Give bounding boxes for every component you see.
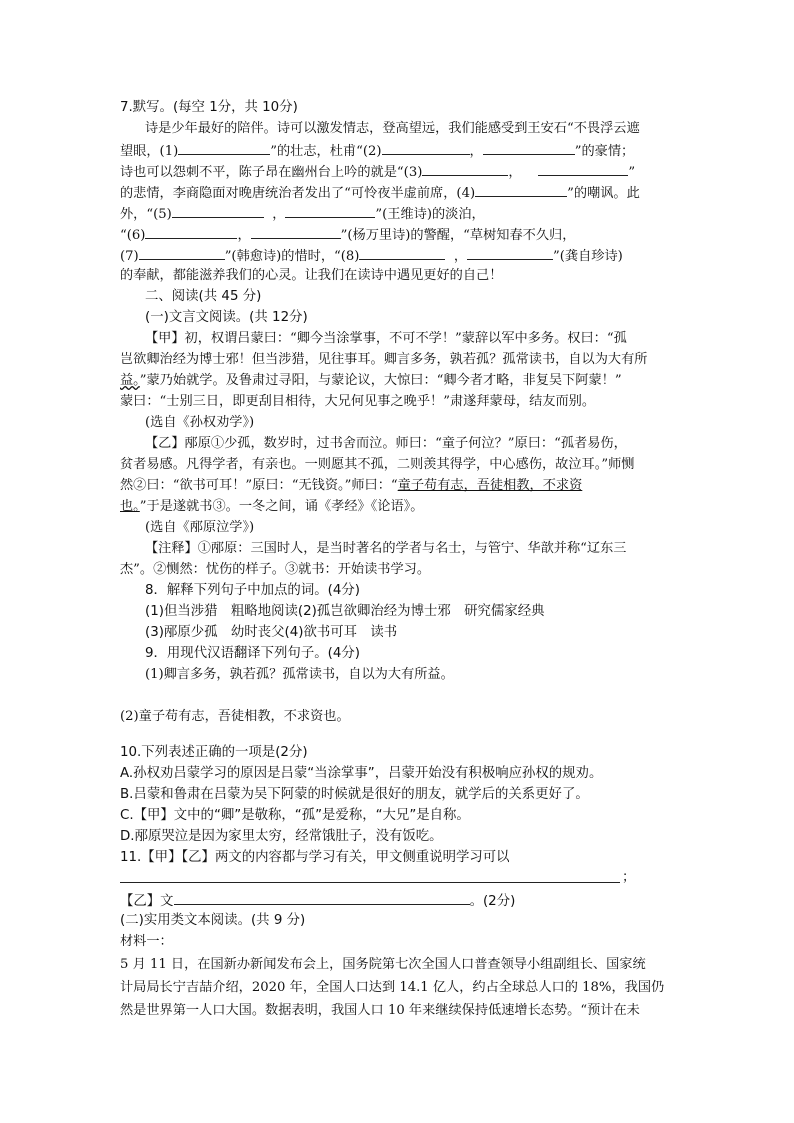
blank-7[interactable]	[139, 245, 225, 260]
q9-sentence: (2)童子苟有志，吾徒相教，不求资也。	[120, 709, 350, 724]
blank-2a[interactable]	[382, 140, 470, 155]
q9-title: 9．用现代汉语翻译下列句子。(4分)	[145, 646, 360, 661]
q11-prompt: 11.【甲】【乙】两文的内容都与学习有关，甲文侧重说明学习可以	[120, 850, 510, 865]
subsection-title: (二)实用类文本阅读。(共 9 分)	[120, 913, 306, 928]
q7-line: “(6) ， ”(杨万里诗)的警醒，“草树知春不久归，	[120, 224, 680, 246]
passage-jia-line: 益。”蒙乃始就学。及鲁肃过寻阳，与蒙论议，大惊曰：“卿今者才略，非复吴下阿蒙！”	[120, 373, 622, 388]
passage-yi-line: 然②曰：“欲书可耳！”原曰：“无钱资。”师曰：“童子苟有志，吾徒相教，不求资	[120, 478, 583, 493]
q7-line: 诗是少年最好的陪伴。诗可以激发情志，登高望远，我们能感受到王安石“不畏浮云遮	[145, 121, 640, 136]
q10-title: 10.下列表述正确的一项是(2分)	[120, 745, 308, 760]
blank-1[interactable]	[178, 140, 270, 155]
blank-5b[interactable]	[285, 203, 375, 218]
material-line: 然是世界第一人口大国。数据表明，我国人口 10 年来继续保持低速增长态势。“预计在未	[120, 1003, 640, 1018]
material-line: 计局局长宁吉喆介绍，2020 年，全国人口达到 14.1 亿人，约占全球总人口的 18%，我国仍	[120, 980, 665, 995]
q8-item: (3)邴原少孤 幼时丧父(4)欲书可耳 读书	[145, 625, 398, 640]
blank-3b[interactable]	[538, 161, 628, 176]
q7-line: (7) ”(韩愈诗)的惜时，“(8) ， ”(龚自珍诗)	[120, 245, 680, 267]
blank-6b[interactable]	[251, 224, 341, 239]
q9-sentence: (1)卿言多务，孰若孤？孤常读书，自以为大有所益。	[145, 667, 454, 682]
blank-5a[interactable]	[172, 203, 264, 218]
passage-source: (选自《邴原泣学》)	[145, 520, 255, 535]
blank-6a[interactable]	[145, 224, 237, 239]
q11-line: 【乙】文 。(2分)	[120, 890, 680, 912]
subsection-title: (一)文言文阅读。(共 12分)	[145, 310, 308, 325]
passage-yi-line: 贫者易感。凡得学者，有亲也。一则愿其不孤，二则羡其得学，中心感伤，故泣耳。”师恻	[120, 457, 635, 472]
q10-option-c[interactable]: C.【甲】文中的“卿”是敬称，“孤”是爱称，“大兄”是自称。	[120, 808, 470, 823]
material-line: 5 月 11 日，在国新办新闻发布会上，国务院第七次全国人口普查领导小组副组长、国家统	[120, 957, 646, 972]
q7-line: 外，“(5) ， ”(王维诗)的淡泊，	[120, 203, 680, 225]
q8-item: (1)但当涉猎 粗略地阅读(2)孤岂欲卿治经为博士邪 研究儒家经典	[145, 604, 545, 619]
q7-title: 7.默写。(每空 1分，共 10分)	[120, 100, 298, 115]
q7-line: 的奉献，都能滋养我们的心灵。让我们在读诗中遇见更好的自己！	[120, 268, 503, 283]
answer-line[interactable]	[174, 890, 470, 905]
q8-title: 8．解释下列句子中加点的词。(4分)	[145, 583, 360, 598]
q10-option-b[interactable]: B.吕蒙和鲁肃在吕蒙为吴下阿蒙的时候就是很好的朋友，就学后的关系更好了。	[120, 787, 589, 802]
passage-yi-line: 【乙】邴原①少孤，数岁时，过书舍而泣。师曰：“童子何泣？”原曰：“孤者易伤，	[145, 436, 627, 451]
passage-source: (选自《孙权劝学》)	[145, 415, 255, 430]
blank-4[interactable]	[475, 182, 567, 197]
q10-option-d[interactable]: D.邴原哭泣是因为家里太穷，经常饿肚子，没有饭吃。	[120, 829, 443, 844]
q11-semicolon: ；	[622, 870, 636, 885]
passage-yi-line: 也。”于是遂就书③。一冬之间，诵《孝经》《论语》。	[120, 499, 424, 514]
q7-line: 的悲情，李商隐面对晚唐统治者发出了“可怜夜半虚前席，(4) ”的嘲讽。此	[120, 182, 680, 204]
blank-2b[interactable]	[483, 140, 575, 155]
note-line: 杰”。②恻然：忧伤的样子。③就书：开始读书学习。	[120, 562, 431, 577]
material-label: 材料一：	[120, 934, 173, 949]
blank-3a[interactable]	[422, 161, 508, 176]
blank-8b[interactable]	[467, 245, 553, 260]
passage-jia-line: 蒙曰：“士别三日，即更刮目相待，大兄何见事之晚乎！”肃遂拜蒙母，结友而别。	[120, 394, 596, 409]
q7-line: 诗也可以怨刺不平，陈子昂在幽州台上吟的就是“(3) ， ”	[120, 161, 680, 183]
q7-line: 望眼，(1) ”的壮志，杜甫“(2) ， ”的豪情；	[120, 140, 680, 162]
answer-line[interactable]	[120, 882, 620, 883]
note-line: 【注释】①邴原：三国时人，是当时著名的学者与名士，与管宁、华歆并称“辽东三	[145, 541, 627, 556]
blank-8a[interactable]	[359, 245, 445, 260]
passage-jia-line: 岂欲卿治经为博士邪！但当涉猎，见往事耳。卿言多务，孰若孤？孤常读书，自以为大有所	[120, 352, 648, 367]
section-title: 二、阅读(共 45 分)	[145, 289, 262, 304]
q10-option-a[interactable]: A.孙权劝吕蒙学习的原因是吕蒙“当涂掌事”，吕蒙开始没有积极响应孙权的规劝。	[120, 766, 603, 781]
passage-jia-line: 【甲】初，权谓吕蒙曰：“卿今当涂掌事，不可不学！”蒙辞以军中多务。权曰：“孤	[145, 331, 627, 346]
